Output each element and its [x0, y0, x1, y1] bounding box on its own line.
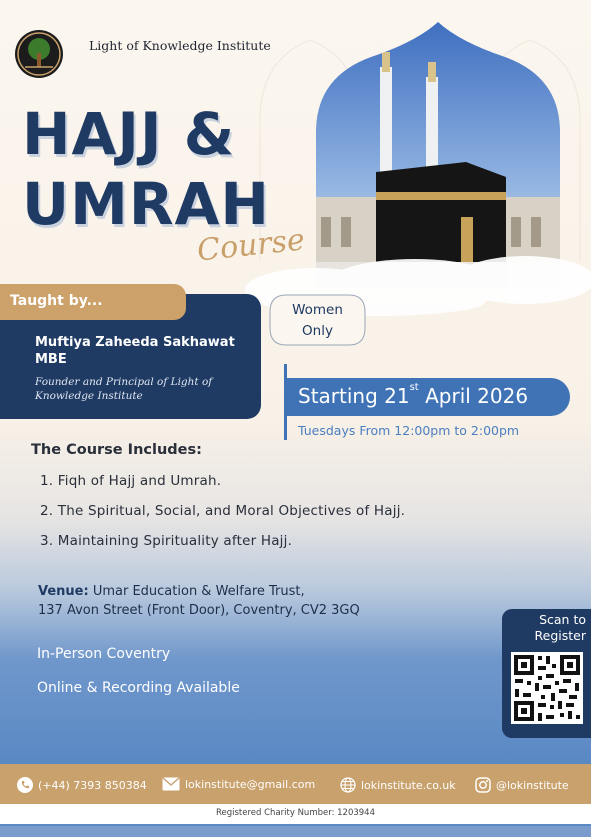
tree-logo-icon — [13, 29, 65, 79]
qr-code[interactable] — [511, 652, 583, 724]
globe-icon — [340, 777, 356, 793]
phone-contact[interactable] — [17, 777, 147, 793]
includes-heading: The Course Includes: — [31, 442, 202, 458]
online-text: Online & Recording Available — [37, 680, 240, 696]
venue — [38, 582, 360, 620]
venue-line-2: 137 Avon Street (Front Door), Coventry, CV2 3GQ — [38, 603, 360, 618]
badge-line-2: Only — [302, 323, 333, 339]
instagram-text: @lokinstitute — [496, 778, 569, 792]
teacher-role-line-2: Knowledge Institute — [35, 390, 143, 402]
badge-line-1: Women — [292, 302, 343, 318]
email-contact[interactable] — [162, 777, 315, 791]
phone-text: (+44) 7393 850384 — [38, 778, 147, 792]
list-item: 1. Fiqh of Hajj and Umrah. — [40, 473, 222, 489]
venue-label: Venue: — [38, 584, 89, 599]
session-time: Tuesdays From 12:00pm to 2:00pm — [298, 423, 520, 438]
phone-icon — [17, 777, 33, 793]
website-text: lokinstitute.co.uk — [361, 778, 456, 792]
course-script-text: Course — [195, 222, 307, 269]
start-date-suffix-sup: st — [409, 382, 419, 393]
email-icon — [162, 777, 180, 791]
venue-line-1: Umar Education & Welfare Trust, — [88, 584, 305, 599]
start-date-prefix: Starting 21 — [298, 384, 410, 408]
scan-label — [502, 612, 586, 644]
teacher-name-line-2: MBE — [35, 352, 67, 367]
taught-by-tab — [0, 284, 186, 320]
email-text: lokinstitute@gmail.com — [185, 777, 316, 791]
charity-number: Registered Charity Number: 1203944 — [215, 808, 375, 818]
includes-list — [40, 472, 405, 562]
taught-by-label: Taught by... — [10, 293, 103, 309]
teacher-role — [35, 375, 255, 403]
scan-line-2: Register — [534, 628, 586, 643]
website-contact[interactable] — [340, 777, 456, 793]
teacher-name-line-1: Muftiya Zaheeda Sakhawat — [35, 335, 235, 350]
title-line-1: HAJJ & — [22, 100, 236, 168]
list-item: 3. Maintaining Spirituality after Hajj. — [40, 533, 293, 549]
women-only-badge — [268, 300, 367, 342]
teacher-role-line-1: Founder and Principal of Light of — [35, 376, 213, 388]
list-item: 2. The Spiritual, Social, and Moral Objectives of Hajj. — [40, 503, 406, 519]
in-person-text: In-Person Coventry — [37, 646, 171, 662]
instagram-contact[interactable] — [475, 777, 569, 793]
bottom-strip — [0, 826, 591, 837]
teacher-name — [35, 334, 255, 368]
scan-line-1: Scan to — [539, 612, 586, 627]
title-line-2: UMRAH — [22, 170, 270, 238]
institute-name: Light of Knowledge Institute — [89, 38, 271, 53]
instagram-icon — [475, 777, 491, 793]
start-date — [298, 384, 528, 408]
start-date-month: April 2026 — [418, 384, 529, 408]
